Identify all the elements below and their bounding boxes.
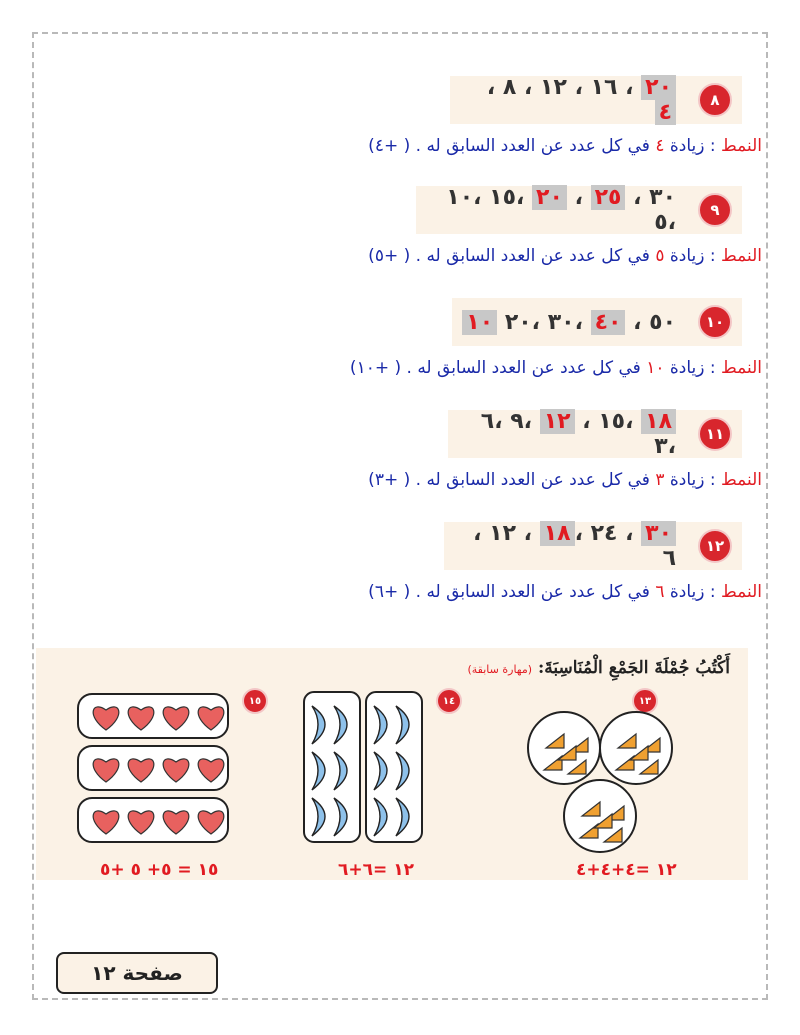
given-numbers: ،٣٠ ،٢٠ — [497, 309, 591, 335]
answer-number: ٤٠ — [591, 310, 626, 335]
pattern-tail: في كل عدد عن العدد السابق له . ( +١٠) — [349, 358, 647, 378]
given-numbers: ،١٥ ،١٠ ،٥ — [446, 185, 676, 235]
pattern-rule — [368, 246, 762, 266]
moons-picture — [298, 686, 428, 848]
answer-number: ١٠ — [462, 310, 497, 335]
sequence-row — [444, 522, 742, 570]
pattern-step: ٥ — [655, 246, 665, 266]
pattern-tail: في كل عدد عن العدد السابق له . ( +٤) — [368, 136, 656, 156]
problem-badge-14: ١٤ — [436, 688, 462, 714]
exercise-number-badge: ٨ — [698, 83, 732, 117]
hearts-picture — [72, 688, 232, 848]
exercise-number-badge: ٩ — [698, 193, 732, 227]
pattern-text: : زيادة — [664, 470, 721, 490]
pattern-label: النمط — [721, 136, 762, 156]
answer-number: ٣٠ — [641, 521, 676, 546]
pattern-rule — [368, 470, 762, 490]
pattern-tail: في كل عدد عن العدد السابق له . ( +٥) — [368, 246, 656, 266]
answer-number: ١٢ — [540, 409, 575, 434]
number-sequence — [454, 521, 676, 571]
given-numbers: ٥٠ ، — [625, 309, 676, 335]
pattern-tail: في كل عدد عن العدد السابق له . ( +٣) — [368, 470, 656, 490]
answer-number: ٤ — [655, 100, 676, 125]
answer-number: ٢٥ — [591, 185, 626, 210]
page-number-tag: صفحة ١٢ — [56, 952, 218, 994]
pattern-text: : زيادة — [664, 136, 721, 156]
pattern-step: ٦ — [655, 582, 665, 602]
answer-number: ٢٠ — [532, 185, 567, 210]
sequence-row — [448, 410, 742, 458]
problem-badge-13: ١٣ — [632, 688, 658, 714]
problem-badge-15: ١٥ — [242, 688, 268, 714]
number-sequence — [426, 185, 676, 235]
pattern-label: النمط — [721, 358, 762, 378]
pattern-rule — [368, 136, 762, 156]
pattern-step: ٤ — [655, 136, 665, 156]
triangles-picture — [526, 692, 716, 860]
number-sequence — [462, 310, 676, 335]
pattern-text: : زيادة — [664, 358, 721, 378]
pattern-label: النمط — [721, 582, 762, 602]
pattern-text: : زيادة — [664, 582, 721, 602]
given-numbers: ٣٠ ، — [625, 185, 676, 210]
pattern-label: النمط — [721, 470, 762, 490]
given-numbers: ،١٥ ، — [574, 409, 642, 434]
given-numbers: ، ١٢ ، ٦ — [473, 521, 676, 571]
exercise-number-badge: ١١ — [698, 417, 732, 451]
given-numbers: ، ٢٤ ، — [574, 521, 642, 546]
answer-15: ١٥ = ٥+ ٥ +٥ — [100, 860, 219, 880]
exercise-number-badge: ١٢ — [698, 529, 732, 563]
sequence-row — [416, 186, 742, 234]
exercise-number-badge: ١٠ — [698, 305, 732, 339]
section-title: أَكْتُبُ جُمْلَةَ الجَمْعِ الْمُنَاسِبَةَ: (مهارة سابقة) — [467, 658, 730, 678]
given-numbers: ،٩ ،٦ ،٣ — [480, 409, 676, 459]
number-sequence — [460, 75, 676, 125]
answer-13: ١٢ =٤+٤+٤ — [576, 860, 677, 880]
answer-number: ١٨ — [540, 521, 575, 546]
sequence-row — [452, 298, 742, 346]
given-numbers: ، — [566, 185, 591, 210]
given-numbers: ، ١٦ ، ١٢ ، ٨ ، — [486, 75, 642, 100]
pattern-step: ٣ — [655, 470, 665, 490]
answer-14: ١٢ =٦+٦ — [338, 860, 414, 880]
pattern-tail: في كل عدد عن العدد السابق له . ( +٦) — [368, 582, 656, 602]
pattern-label: النمط — [721, 246, 762, 266]
answer-number: ٢٠ — [641, 75, 676, 100]
pattern-rule — [350, 358, 762, 378]
number-sequence — [458, 409, 676, 459]
pattern-step: ١٠ — [646, 358, 665, 378]
sequence-row — [450, 76, 742, 124]
answer-number: ١٨ — [641, 409, 676, 434]
section-note: (مهارة سابقة) — [467, 663, 533, 676]
pattern-text: : زيادة — [664, 246, 721, 266]
addition-section — [36, 648, 748, 880]
pattern-rule — [368, 582, 762, 602]
